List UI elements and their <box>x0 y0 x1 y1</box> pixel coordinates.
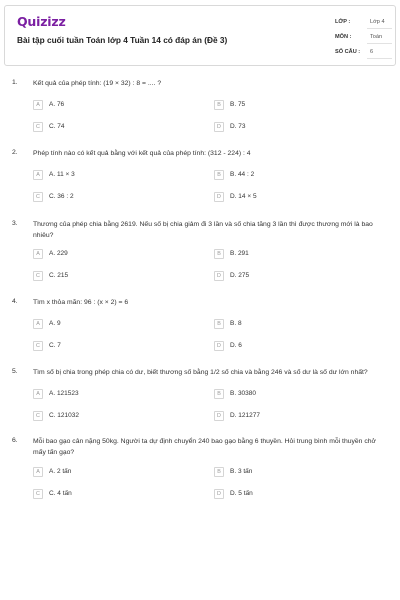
meta-label-class: LỚP : <box>335 19 351 25</box>
option-letter-box: C <box>33 489 43 499</box>
page-title: Bài tập cuối tuần Toán lớp 4 Tuần 14 có đáp án (Đề 3) <box>17 35 228 45</box>
option-text: B. 8 <box>230 320 242 327</box>
option-letter-box: D <box>214 411 224 421</box>
option-text: B. 291 <box>230 250 249 257</box>
question-text: Thương của phép chia bằng 2619. Nếu số bị chia giảm đi 3 lần và số chia tăng 3 lần thì được thương mới là bao nhiêu? <box>33 221 373 239</box>
option-b[interactable] <box>214 100 364 112</box>
option-b[interactable] <box>214 170 364 182</box>
option-letter-box: D <box>214 341 224 351</box>
option-text: A. 11 × 3 <box>49 171 75 178</box>
option-text: B. 3 tấn <box>230 468 253 475</box>
option-text: A. 121523 <box>49 390 79 397</box>
option-a[interactable] <box>33 389 183 401</box>
option-text: A. 2 tấn <box>49 468 72 475</box>
question-text: Mỗi bao gạo cân nặng 50kg. Người ta dự định chuyển 240 bao gạo bằng 6 thuyền. Hỏi trung bình mỗi thuyền chở mấy tấn gạo? <box>33 438 376 456</box>
question-number: 6. <box>12 437 18 444</box>
option-d[interactable] <box>214 411 364 423</box>
option-letter-box: A <box>33 319 43 329</box>
option-text: D. 275 <box>230 272 250 279</box>
option-d[interactable] <box>214 489 364 501</box>
option-text: C. 74 <box>49 123 65 130</box>
option-c[interactable] <box>33 411 183 423</box>
option-letter-box: A <box>33 100 43 110</box>
option-letter-box: A <box>33 389 43 399</box>
option-b[interactable] <box>214 249 364 261</box>
option-letter-box: B <box>214 389 224 399</box>
option-a[interactable] <box>33 319 183 331</box>
meta-divider <box>367 58 392 59</box>
option-letter-box: D <box>214 122 224 132</box>
option-d[interactable] <box>214 341 364 353</box>
option-text: D. 14 × 5 <box>230 193 257 200</box>
option-text: C. 121032 <box>49 412 79 419</box>
option-text: C. 4 tấn <box>49 490 72 497</box>
option-c[interactable] <box>33 489 183 501</box>
question-text: Tìm số bị chia trong phép chia có dư, biết thương số bằng 1/2 số chia và bằng 246 và số dư là số dư lớn nhất? <box>33 369 368 376</box>
meta-label-question-count: SỐ CÂU : <box>335 49 361 55</box>
option-c[interactable] <box>33 271 183 283</box>
option-b[interactable] <box>214 389 364 401</box>
option-letter-box: B <box>214 467 224 477</box>
option-text: D. 5 tấn <box>230 490 253 497</box>
option-text: C. 36 : 2 <box>49 193 74 200</box>
option-letter-box: C <box>33 341 43 351</box>
meta-value-question-count: 6 <box>370 49 374 55</box>
question-number: 2. <box>12 149 18 156</box>
option-a[interactable] <box>33 100 183 112</box>
option-c[interactable] <box>33 341 183 353</box>
meta-value-class: Lớp 4 <box>370 19 385 25</box>
question-number: 3. <box>12 220 18 227</box>
option-b[interactable] <box>214 467 364 479</box>
meta-label-subject: MÔN : <box>335 34 352 40</box>
option-text: B. 44 : 2 <box>230 171 255 178</box>
option-letter-box: B <box>214 100 224 110</box>
option-text: A. 9 <box>49 320 61 327</box>
option-letter-box: B <box>214 319 224 329</box>
question-text: Kết quả của phép tính: (19 × 32) : 8 = .... ? <box>33 80 162 87</box>
option-text: D. 73 <box>230 123 246 130</box>
option-letter-box: B <box>214 249 224 259</box>
option-a[interactable] <box>33 249 183 261</box>
option-b[interactable] <box>214 319 364 331</box>
option-letter-box: C <box>33 411 43 421</box>
option-letter-box: A <box>33 170 43 180</box>
quizizz-logo: Quizizz <box>17 14 66 29</box>
question-text: Phép tính nào có kết quả bằng với kết quả của phép tính: (312 - 224) : 4 <box>33 150 251 157</box>
question-text: Tìm x thỏa mãn: 96 : (x × 2) = 6 <box>33 299 129 306</box>
option-text: D. 6 <box>230 342 242 349</box>
worksheet-header <box>4 5 396 66</box>
meta-value-subject: Toán <box>370 34 383 40</box>
meta-divider <box>367 43 392 44</box>
option-text: C. 215 <box>49 272 69 279</box>
option-text: A. 229 <box>49 250 68 257</box>
option-d[interactable] <box>214 192 364 204</box>
option-letter-box: D <box>214 489 224 499</box>
option-letter-box: C <box>33 271 43 281</box>
option-d[interactable] <box>214 122 364 134</box>
question-number: 5. <box>12 368 18 375</box>
option-c[interactable] <box>33 122 183 134</box>
option-text: D. 121277 <box>230 412 260 419</box>
option-text: B. 75 <box>230 101 246 108</box>
option-d[interactable] <box>214 271 364 283</box>
option-letter-box: B <box>214 170 224 180</box>
option-letter-box: C <box>33 192 43 202</box>
question-number: 4. <box>12 298 18 305</box>
meta-divider <box>367 28 392 29</box>
option-text: C. 7 <box>49 342 61 349</box>
option-text: A. 76 <box>49 101 65 108</box>
option-a[interactable] <box>33 467 183 479</box>
question-number: 1. <box>12 79 18 86</box>
option-letter-box: C <box>33 122 43 132</box>
option-a[interactable] <box>33 170 183 182</box>
option-letter-box: A <box>33 467 43 477</box>
option-letter-box: D <box>214 192 224 202</box>
option-letter-box: D <box>214 271 224 281</box>
option-text: B. 30380 <box>230 390 257 397</box>
option-letter-box: A <box>33 249 43 259</box>
option-c[interactable] <box>33 192 183 204</box>
